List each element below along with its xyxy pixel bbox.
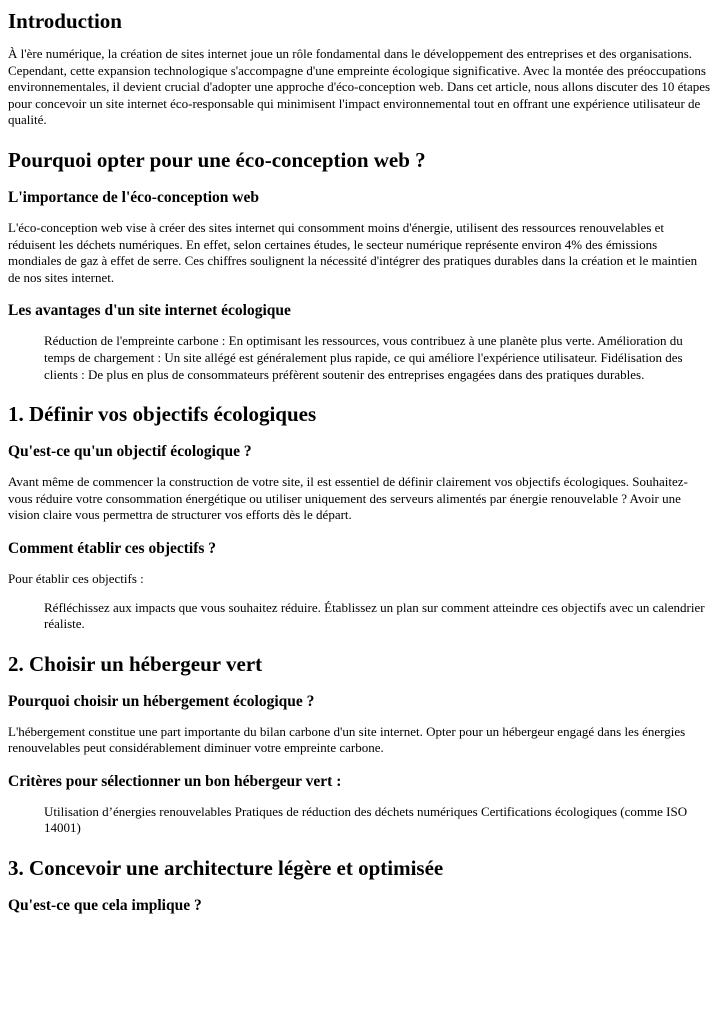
article	[0, 8, 720, 916]
advantages-quote: Réduction de l'empreinte carbone : En optimisant les ressources, vous contribuez à une planète plus verte. Amélioration du temps de chargement : Un site allégé est généralement plus rapide, ce qui améliore l'expérience utilisateur. Fidélisation des clients : De plus en plus de consommateurs préfèrent soutenir des entreprises engagées dans des pratiques durables.	[44, 333, 683, 382]
objective-paragraph: Avant même de commencer la construction de votre site, il est essentiel de définir clairement vos objectifs écologiques. Souhaitez-vous réduire votre consommation énergétique ou utiliser uniquement des serveurs alimentés par énergie renouvelable ? Avoir une vision claire vous permettra de structurer vos efforts dès le départ.	[8, 474, 688, 523]
section-heading-green-host: 2. Choisir un hébergeur vert	[8, 651, 263, 676]
importance-paragraph: L'éco-conception web vise à créer des sites internet qui consomment moins d'énergie, utilisent des ressources renouvelables et réduisent les déchets numériques. En effet, selon certaines études, le secteur numérique représente environ 4% des émissions mondiales de gaz à effet de serre. Ces chiffres soulignent la nécessité d'intégrer des pratiques durables dans la création et le maintien de nos sites internet.	[8, 219, 698, 285]
host-criteria-quote: Utilisation d’énergies renouvelables Pratiques de réduction des déchets numériques Certifications écologiques (comme ISO 14001)	[44, 803, 688, 836]
subheading-host-criteria: Critères pour sélectionner un bon hébergeur vert :	[8, 772, 342, 790]
subheading-why-green-host: Pourquoi choisir un hébergement écologique ?	[8, 692, 315, 710]
subheading-importance: L'importance de l'éco-conception web	[8, 188, 259, 206]
establish-paragraph: Pour établir ces objectifs :	[8, 570, 144, 586]
section-heading-why-eco-design: Pourquoi opter pour une éco-conception web ?	[8, 147, 426, 172]
subheading-what-it-implies: Qu'est-ce que cela implique ?	[8, 897, 202, 915]
establish-quote: Réfléchissez aux impacts que vous souhaitez réduire. Établissez un plan sur comment atteindre ces objectifs avec un calendrier réaliste.	[44, 599, 705, 632]
subheading-how-establish: Comment établir ces objectifs ?	[8, 539, 217, 557]
section-heading-architecture: 3. Concevoir une architecture légère et optimisée	[8, 856, 444, 881]
introduction-paragraph: À l'ère numérique, la création de sites internet joue un rôle fondamental dans le développement des entreprises et des organisations. Cependant, cette expansion technologique s'accompagne d'une empreinte écologique significative. Avec la montée des préoccupations environnementales, il devient crucial d'adopter une approche d'éco-conception web. Dans cet article, nous allons discuter des 10 étapes pour concevoir un site internet éco-responsable qui minimisent l'impact environnemental tout en offrant une expérience utilisateur de qualité.	[8, 46, 711, 128]
section-heading-objectives: 1. Définir vos objectifs écologiques	[8, 402, 317, 427]
section-heading-introduction: Introduction	[8, 9, 122, 33]
subheading-what-is-objective: Qu'est-ce qu'un objectif écologique ?	[8, 443, 252, 461]
subheading-advantages: Les avantages d'un site internet écologique	[8, 302, 291, 320]
green-host-paragraph: L'hébergement constitue une part importante du bilan carbone d'un site internet. Opter pour un hébergeur engagé dans les énergies renouvelables peut considérablement diminuer votre empreinte carbone.	[8, 723, 686, 756]
